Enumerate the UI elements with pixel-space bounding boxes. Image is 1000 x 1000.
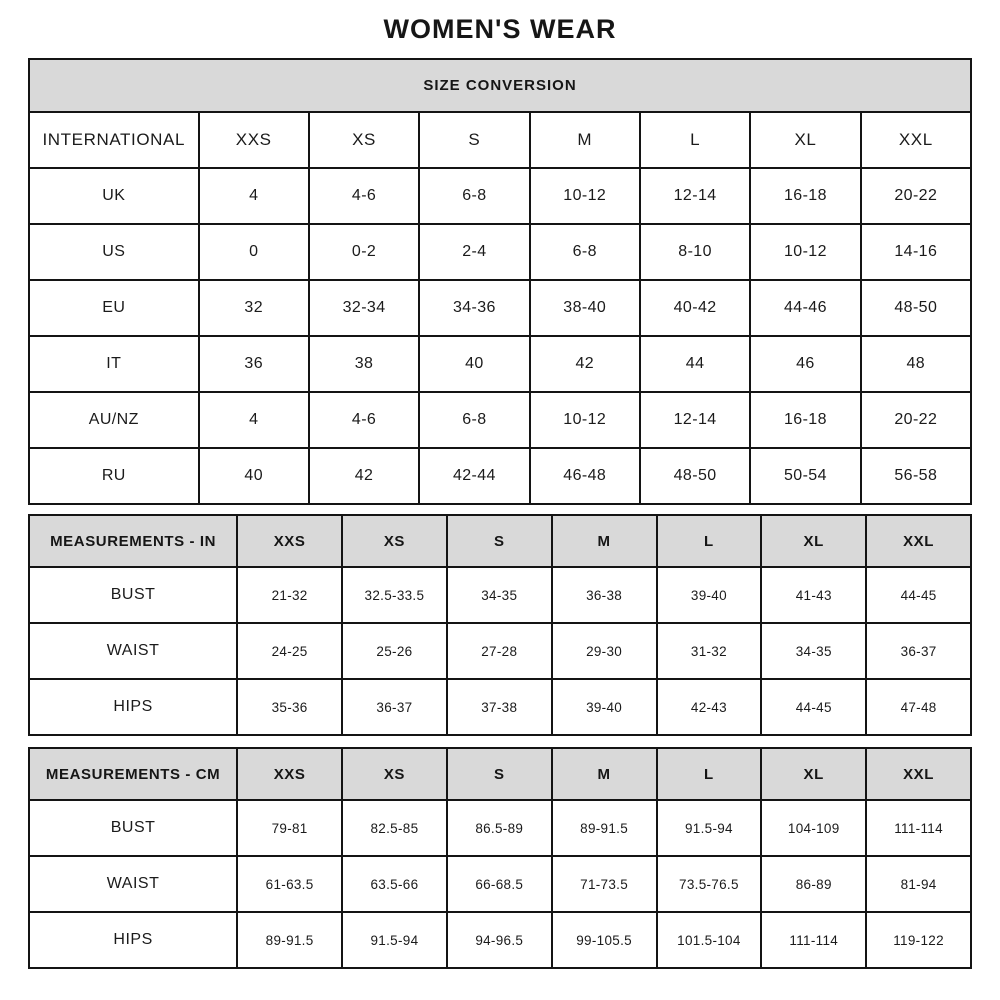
- measurements-in-header-row: [29, 515, 971, 567]
- row-label: WAIST: [29, 623, 237, 679]
- value-cell: 10-12: [530, 392, 640, 448]
- value-cell: 36-37: [342, 679, 447, 735]
- size-chart-page: [28, 0, 972, 969]
- row-label: BUST: [29, 800, 237, 856]
- size-conversion-table: [28, 58, 972, 505]
- size-column-header: S: [447, 748, 552, 800]
- value-cell: 119-122: [866, 912, 971, 968]
- value-cell: 20-22: [861, 168, 971, 224]
- measurements-in-header: MEASUREMENTS - IN: [29, 515, 237, 567]
- table-row: [29, 567, 971, 623]
- table-row: [29, 448, 971, 504]
- value-cell: 91.5-94: [657, 800, 762, 856]
- value-cell: 111-114: [866, 800, 971, 856]
- row-label: BUST: [29, 567, 237, 623]
- size-column-header: XS: [309, 112, 419, 168]
- value-cell: 16-18: [750, 168, 860, 224]
- value-cell: 46: [750, 336, 860, 392]
- page-title: WOMEN'S WEAR: [383, 14, 617, 44]
- table-gap: [28, 736, 972, 747]
- value-cell: 10-12: [530, 168, 640, 224]
- table-row: [29, 679, 971, 735]
- value-cell: 31-32: [657, 623, 762, 679]
- value-cell: 6-8: [530, 224, 640, 280]
- size-column-header: S: [447, 515, 552, 567]
- row-label: US: [29, 224, 199, 280]
- table-gap: [28, 505, 972, 514]
- value-cell: 37-38: [447, 679, 552, 735]
- size-column-header: XXL: [866, 515, 971, 567]
- value-cell: 27-28: [447, 623, 552, 679]
- value-cell: 34-36: [419, 280, 529, 336]
- row-label: RU: [29, 448, 199, 504]
- size-column-header: L: [657, 515, 762, 567]
- value-cell: 41-43: [761, 567, 866, 623]
- size-column-header: XL: [761, 515, 866, 567]
- size-conversion-header-row: [29, 59, 971, 112]
- value-cell: 48-50: [640, 448, 750, 504]
- value-cell: 16-18: [750, 392, 860, 448]
- size-column-header: M: [552, 748, 657, 800]
- size-column-header: L: [640, 112, 750, 168]
- table-row: [29, 392, 971, 448]
- value-cell: 4-6: [309, 168, 419, 224]
- value-cell: 44: [640, 336, 750, 392]
- table-row: [29, 856, 971, 912]
- value-cell: 24-25: [237, 623, 342, 679]
- size-column-header: M: [552, 515, 657, 567]
- value-cell: 2-4: [419, 224, 529, 280]
- value-cell: 4-6: [309, 392, 419, 448]
- value-cell: 86.5-89: [447, 800, 552, 856]
- value-cell: 46-48: [530, 448, 640, 504]
- size-column-header: XS: [342, 748, 447, 800]
- value-cell: 25-26: [342, 623, 447, 679]
- value-cell: 94-96.5: [447, 912, 552, 968]
- value-cell: 14-16: [861, 224, 971, 280]
- value-cell: 38-40: [530, 280, 640, 336]
- row-label: IT: [29, 336, 199, 392]
- row-label: HIPS: [29, 679, 237, 735]
- value-cell: 40-42: [640, 280, 750, 336]
- value-cell: 32.5-33.5: [342, 567, 447, 623]
- value-cell: 4: [199, 168, 309, 224]
- table-row: [29, 168, 971, 224]
- value-cell: 32-34: [309, 280, 419, 336]
- value-cell: 42: [530, 336, 640, 392]
- value-cell: 73.5-76.5: [657, 856, 762, 912]
- value-cell: 36-38: [552, 567, 657, 623]
- measurements-cm-header: MEASUREMENTS - CM: [29, 748, 237, 800]
- table-row: [29, 800, 971, 856]
- value-cell: 36-37: [866, 623, 971, 679]
- value-cell: 44-46: [750, 280, 860, 336]
- value-cell: 34-35: [447, 567, 552, 623]
- table-row: [29, 280, 971, 336]
- value-cell: 42-44: [419, 448, 529, 504]
- value-cell: 101.5-104: [657, 912, 762, 968]
- value-cell: 38: [309, 336, 419, 392]
- size-column-header: XXL: [861, 112, 971, 168]
- value-cell: 42-43: [657, 679, 762, 735]
- value-cell: 104-109: [761, 800, 866, 856]
- value-cell: 32: [199, 280, 309, 336]
- size-column-header: XXS: [237, 515, 342, 567]
- value-cell: 42: [309, 448, 419, 504]
- size-column-header: XL: [761, 748, 866, 800]
- table-row: [29, 623, 971, 679]
- size-column-header: XXL: [866, 748, 971, 800]
- value-cell: 86-89: [761, 856, 866, 912]
- size-column-header: XXS: [199, 112, 309, 168]
- table-row: [29, 912, 971, 968]
- row-label: WAIST: [29, 856, 237, 912]
- value-cell: 34-35: [761, 623, 866, 679]
- value-cell: 4: [199, 392, 309, 448]
- value-cell: 71-73.5: [552, 856, 657, 912]
- value-cell: 6-8: [419, 168, 529, 224]
- value-cell: 12-14: [640, 168, 750, 224]
- value-cell: 50-54: [750, 448, 860, 504]
- value-cell: 63.5-66: [342, 856, 447, 912]
- value-cell: 61-63.5: [237, 856, 342, 912]
- size-column-header: L: [657, 748, 762, 800]
- value-cell: 81-94: [866, 856, 971, 912]
- value-cell: 35-36: [237, 679, 342, 735]
- value-cell: 39-40: [552, 679, 657, 735]
- measurements-cm-body: [29, 800, 971, 968]
- value-cell: 36: [199, 336, 309, 392]
- value-cell: 91.5-94: [342, 912, 447, 968]
- row-label: UK: [29, 168, 199, 224]
- value-cell: 12-14: [640, 392, 750, 448]
- measurements-in-body: [29, 567, 971, 735]
- table-row: [29, 336, 971, 392]
- value-cell: 8-10: [640, 224, 750, 280]
- value-cell: 40: [419, 336, 529, 392]
- value-cell: 21-32: [237, 567, 342, 623]
- table-row: [29, 224, 971, 280]
- value-cell: 82.5-85: [342, 800, 447, 856]
- row-label: HIPS: [29, 912, 237, 968]
- size-column-header: XS: [342, 515, 447, 567]
- value-cell: 47-48: [866, 679, 971, 735]
- value-cell: 0-2: [309, 224, 419, 280]
- value-cell: 20-22: [861, 392, 971, 448]
- value-cell: 99-105.5: [552, 912, 657, 968]
- size-conversion-header: SIZE CONVERSION: [29, 59, 971, 112]
- value-cell: 48: [861, 336, 971, 392]
- value-cell: 44-45: [761, 679, 866, 735]
- value-cell: 39-40: [657, 567, 762, 623]
- size-conversion-body: [29, 112, 971, 504]
- value-cell: 89-91.5: [552, 800, 657, 856]
- measurements-cm-header-row: [29, 748, 971, 800]
- value-cell: 89-91.5: [237, 912, 342, 968]
- value-cell: 56-58: [861, 448, 971, 504]
- size-column-header: XL: [750, 112, 860, 168]
- value-cell: 111-114: [761, 912, 866, 968]
- size-column-header: M: [530, 112, 640, 168]
- size-column-header: XXS: [237, 748, 342, 800]
- value-cell: 0: [199, 224, 309, 280]
- row-label: AU/NZ: [29, 392, 199, 448]
- value-cell: 6-8: [419, 392, 529, 448]
- value-cell: 66-68.5: [447, 856, 552, 912]
- measurements-in-table: [28, 514, 972, 736]
- size-column-header: S: [419, 112, 529, 168]
- value-cell: 40: [199, 448, 309, 504]
- measurements-cm-table: [28, 747, 972, 969]
- value-cell: 10-12: [750, 224, 860, 280]
- row-label: EU: [29, 280, 199, 336]
- value-cell: 44-45: [866, 567, 971, 623]
- value-cell: 48-50: [861, 280, 971, 336]
- value-cell: 79-81: [237, 800, 342, 856]
- size-columns-row: [29, 112, 971, 168]
- value-cell: 29-30: [552, 623, 657, 679]
- international-label: INTERNATIONAL: [29, 112, 199, 168]
